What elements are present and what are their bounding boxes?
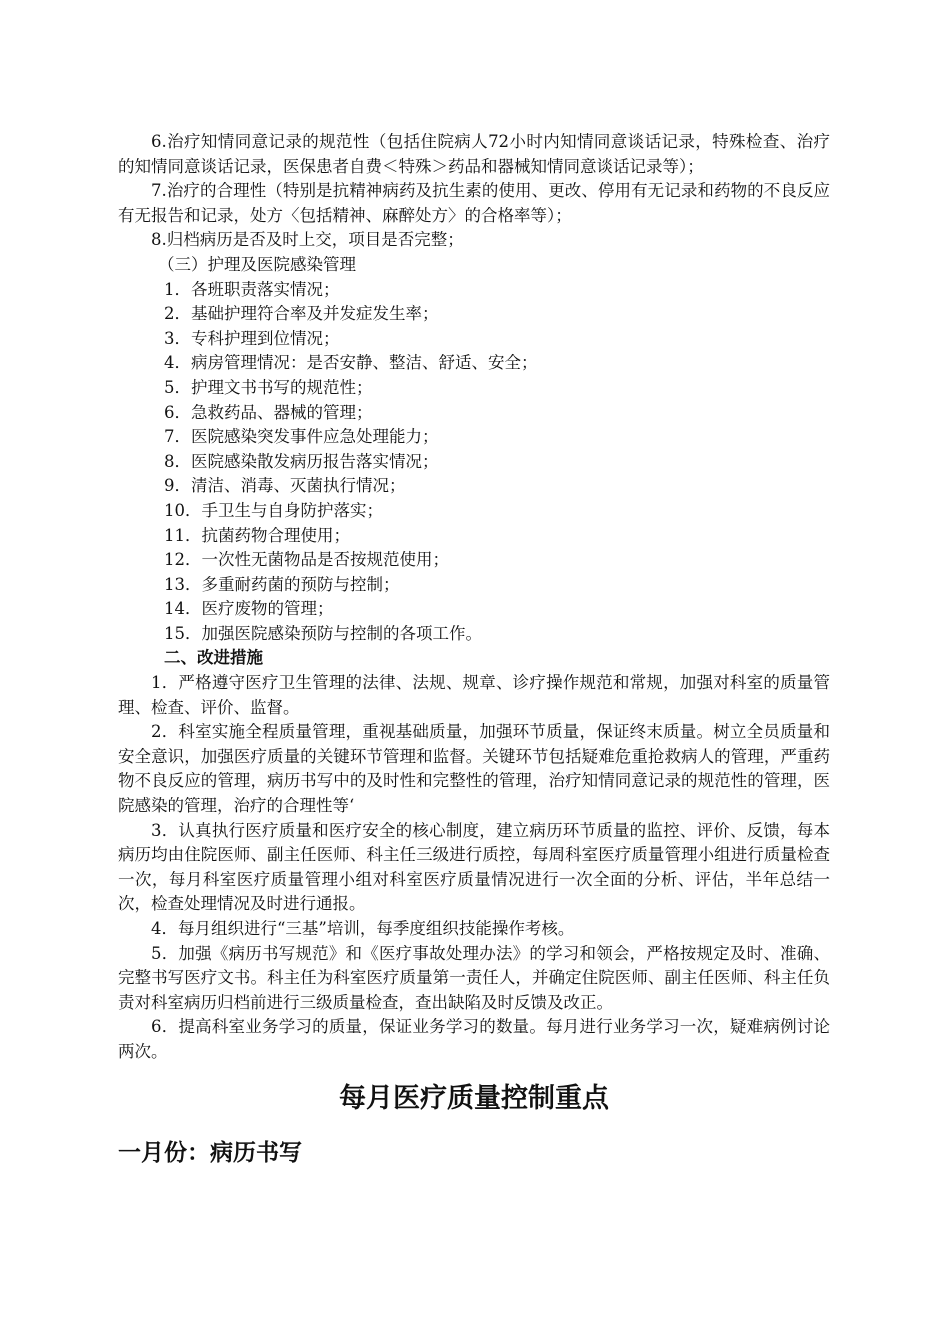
paragraph-item-6: 6.治疗知情同意记录的规范性（包括住院病人72小时内知情同意谈话记录，特殊检查、治疗的知情同意谈话记录，医保患者自费＜特殊＞药品和器械知情同意谈话记录等）； [118, 132, 830, 176]
measure-paragraph: 1．严格遵守医疗卫生管理的法律、法规、规章、诊疗操作规范和常规，加强对科室的质量管理、检查、评价、监督。 [118, 673, 830, 717]
paragraph-item-8: 8.归档病历是否及时上交，项目是否完整； [151, 230, 464, 250]
measures-list [118, 671, 830, 1065]
list-item: 3．专科护理到位情况； [164, 328, 340, 348]
measure-paragraph: 4．每月组织进行“三基”培训，每季度组织技能操作考核。 [151, 919, 575, 938]
list-item: 12．一次性无菌物品是否按规范使用； [164, 550, 449, 570]
list-item: 15．加强医院感染预防与控制的各项工作。 [164, 623, 482, 643]
nursing-list [118, 278, 830, 647]
measure-paragraph: 6．提高科室业务学习的质量，保证业务学习的数量。每月进行业务学习一次，疑难病例讨论两次。 [118, 1017, 830, 1061]
list-item: 4．病房管理情况：是否安静、整洁、舒适、安全； [164, 353, 538, 373]
list-item: 5．护理文书书写的规范性； [164, 377, 373, 397]
list-item: 2．基础护理符合率及并发症发生率； [164, 304, 439, 324]
list-item: 10．手卫生与自身防护落实； [164, 500, 383, 520]
list-item: 8．医院感染散发病历报告落实情况； [164, 451, 439, 471]
list-item: 6．急救药品、器械的管理； [164, 402, 373, 422]
section-2-heading: 二、改进措施 [164, 648, 263, 668]
list-item: 7．医院感染突发事件应急处理能力； [164, 427, 439, 447]
list-item: 11．抗菌药物合理使用； [164, 525, 350, 545]
measure-paragraph: 2．科室实施全程质量管理，重视基础质量，加强环节质量，保证终末质量。树立全员质量和安全意识，加强医疗质量的关键环节管理和监督。关键环节包括疑难危重抢救病人的管理，严重药物不良反应的管理，病历书写中的及时性和完整性的管理，治疗知情同意记录的规范性的管理，医院感染的管理，治疗的合理性等‘ [118, 722, 830, 816]
measure-paragraph: 3．认真执行医疗质量和医疗安全的核心制度，建立病历环节质量的监控、评价、反馈，每本病历均由住院医师、副主任医师、科主任三级进行质控，每周科室医疗质量管理小组进行质量检查一次，每月科室医疗质量管理小组对科室医疗质量情况进行一次全面的分析、评估，半年总结一次，检查处理情况及时进行通报。 [118, 820, 830, 914]
measure-paragraph: 5．加强《病历书写规范》和《医疗事故处理办法》的学习和领会，严格按规定及时、准确、完整书写医疗文书。科主任为科室医疗质量第一责任人，并确定住院医师、副主任医师、科主任负责对科室病历归档前进行三级质量检查，查出缺陷及时反馈及改正。 [118, 943, 830, 1012]
list-item: 9．清洁、消毒、灭菌执行情况； [164, 476, 406, 496]
list-item: 13．多重耐药菌的预防与控制； [164, 574, 400, 594]
paragraph-item-7: 7.治疗的合理性（特别是抗精神病药及抗生素的使用、更改、停用有无记录和药物的不良反应有无报告和记录，处方〈包括精神、麻醉处方〉的合格率等）； [118, 181, 830, 225]
list-item: 14．医疗废物的管理； [164, 599, 334, 619]
page-title: 每月医疗质量控制重点 [339, 1082, 609, 1114]
document-page [118, 130, 830, 1173]
month-heading: 一月份：病历书写 [118, 1138, 302, 1166]
list-item: 1．各班职责落实情况； [164, 279, 340, 299]
section-3-heading: （三）护理及医院感染管理 [158, 254, 356, 274]
